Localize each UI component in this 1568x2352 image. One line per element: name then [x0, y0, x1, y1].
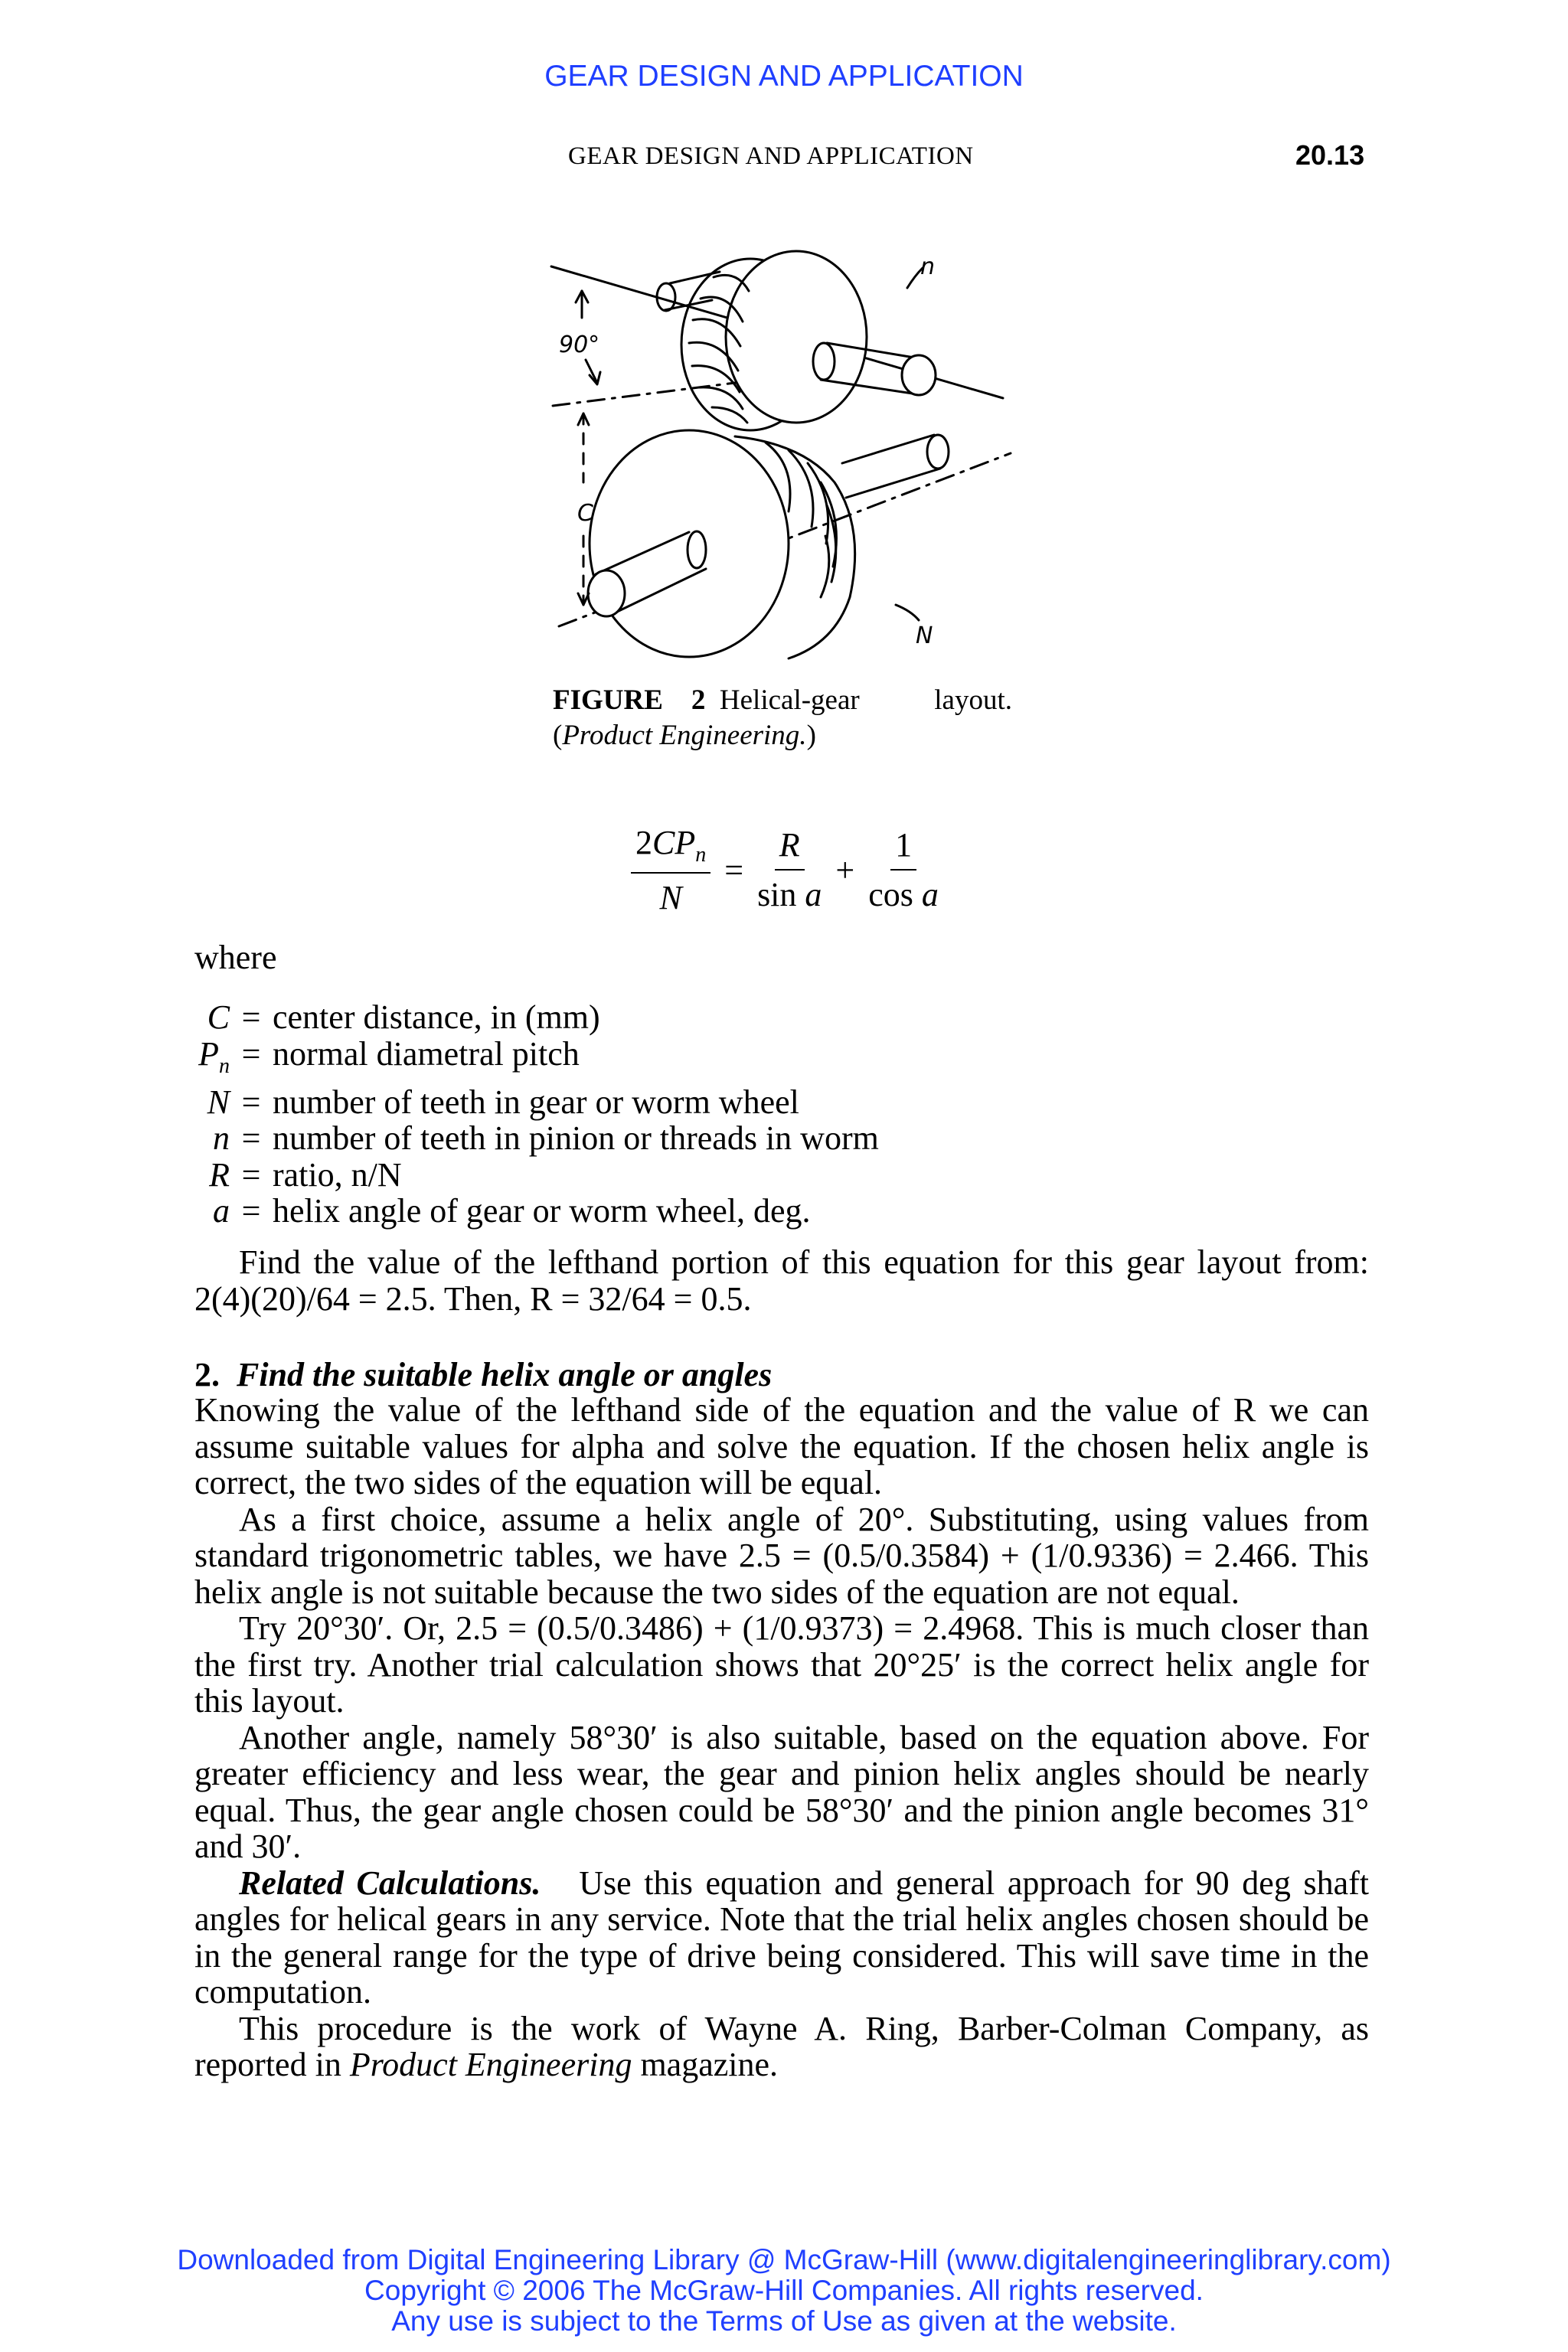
center-label: C: [577, 500, 593, 527]
lower-gear: [588, 430, 949, 658]
caption-label: FIGURE: [553, 684, 663, 716]
angle-arrow-bottom: [586, 360, 597, 383]
definition-text: number of teeth in pinion or threads in worm: [273, 1119, 879, 1158]
angle-label: 90°: [559, 332, 600, 358]
definition-equals: =: [241, 1155, 261, 1194]
definition-subscript: n: [219, 1054, 230, 1078]
step-number: 2.: [194, 1356, 220, 1393]
term1-var: a: [805, 876, 822, 914]
term2-fn: cos: [868, 876, 913, 914]
equals-sign: =: [724, 851, 744, 889]
caption-word-2: layout.: [934, 684, 1012, 716]
definition-text: number of teeth in gear or worm wheel: [273, 1083, 799, 1121]
lhs-coef: 2: [635, 824, 652, 861]
definition-symbol: P: [198, 1034, 219, 1073]
term1-fn: sin: [757, 876, 797, 914]
paragraph-text: As a first choice, assume a helix angle of 20°. Substituting, using values from standard trigonometric tables, we have 2.5 = (0.5/0.3584) + (1/0.9336) = 2.466. This helix angle is not suitable because the two sides of the equation are not equal.: [194, 1500, 1369, 1611]
definition-symbol: N: [207, 1083, 230, 1121]
definition-row: [191, 1084, 879, 1121]
lhs-sub: n: [695, 842, 707, 867]
caption-source: Product Engineering.: [562, 720, 807, 751]
paragraph-text: Knowing the value of the lefthand side of the equation and the value of R we can assume suitable values for alpha and solve the equation. If the chosen helix angle is correct, the two sides of the equation will be equal.: [194, 1391, 1369, 1501]
term1-fraction: [757, 825, 822, 914]
definition-equals: =: [241, 998, 261, 1036]
definition-symbol: n: [213, 1119, 230, 1158]
term1-numerator: R: [775, 825, 805, 871]
definition-text: helix angle of gear or worm wheel, deg.: [273, 1192, 811, 1230]
where-label: where: [194, 939, 277, 976]
related-calculations-heading: Related Calculations.: [239, 1864, 541, 1902]
definition-text: center distance, in (mm): [273, 998, 600, 1036]
definition-row: [191, 999, 879, 1036]
body-text-section: [194, 1392, 1369, 2083]
definition-symbol: R: [209, 1155, 230, 1194]
definition-equals: =: [241, 1119, 261, 1158]
body-paragraph-1: [194, 1244, 1369, 1317]
lhs-cp: CP: [652, 824, 696, 861]
paragraph-text: This procedure is the work of Wayne A. Ring, Barber-Colman Company, as reported in: [194, 2009, 1369, 2083]
definition-row: [191, 1036, 879, 1084]
definition-symbol: C: [207, 998, 230, 1036]
definition-symbol: a: [213, 1192, 230, 1230]
definition-equals: =: [241, 1034, 261, 1073]
magazine-name: Product Engineering: [349, 2046, 632, 2083]
gear-label: N: [916, 622, 933, 649]
definition-row: [191, 1157, 879, 1194]
helical-gear-figure: [536, 230, 1026, 674]
definition-row: [191, 1120, 879, 1157]
helical-gear-drawing: [536, 230, 1026, 674]
attribution-paragraph: [194, 2011, 1369, 2083]
paragraph-text: magazine.: [640, 2046, 779, 2083]
caption-paren-open: (: [553, 720, 563, 751]
footer-download-link[interactable]: Downloaded from Digital Engineering Library @ McGraw-Hill (www.digitalengineeringlibrary.com): [177, 2244, 1391, 2275]
step-title: Find the suitable helix angle or angles: [237, 1356, 773, 1393]
variable-definitions: [191, 999, 879, 1230]
definition-equals: =: [241, 1083, 261, 1121]
caption-number: 2: [691, 684, 706, 716]
helix-equation: [620, 823, 949, 917]
pinion-label: n: [920, 253, 936, 280]
lhs-denominator: N: [659, 878, 682, 916]
caption-word-1: Helical-gear: [719, 684, 860, 716]
definition-equals: =: [241, 1192, 261, 1230]
paragraph-text: Find the value of the lefthand portion of this equation for this gear layout from: 2(4)(20)/64 = 2.5. Then, R = 32/64 = 0.5.: [194, 1243, 1369, 1318]
upper-pinion-gear: [657, 251, 936, 430]
paragraph-text: Another angle, namely 58°30′ is also suitable, based on the equation above. For greater efficiency and less wear, the gear and pinion helix angles should be nearly equal. Thus, the gear angle chosen could be 58°30′ and the pinion angle becomes 31° and 30′.: [194, 1718, 1369, 1865]
paragraph-text: Try 20°30′. Or, 2.5 = (0.5/0.3486) + (1/0.9373) = 2.4968. This is much closer than the first try. Another trial calculation shows that 20°25′ is the correct helix angle for this layout.: [194, 1609, 1369, 1720]
step-heading: [194, 1355, 772, 1394]
footer-terms: Any use is subject to the Terms of Use as given at the website.: [391, 2305, 1177, 2337]
figure-caption: [553, 683, 1012, 753]
term2-numerator: 1: [890, 825, 916, 871]
caption-paren-close: ): [806, 720, 816, 751]
paragraph-text: Use this equation and general approach for 90 deg shaft angles for helical gears in any service. Note that the trial helix angles chosen should be in the general range for the type of drive being considered. This will save time in the computation.: [194, 1864, 1369, 2011]
definition-text: normal diametral pitch: [273, 1034, 580, 1073]
page-number: 20.13: [1295, 139, 1365, 171]
running-head: GEAR DESIGN AND APPLICATION: [568, 142, 974, 170]
related-calculations-paragraph: [194, 1865, 1369, 2011]
term2-var: a: [921, 876, 939, 914]
lhs-fraction: [631, 823, 710, 917]
plus-sign: +: [835, 851, 855, 889]
top-link[interactable]: GEAR DESIGN AND APPLICATION: [544, 60, 1024, 93]
gear-leader: [896, 605, 919, 620]
definition-row: [191, 1193, 879, 1230]
footer-notice: [0, 2245, 1568, 2337]
definition-text: ratio, n/N: [273, 1155, 402, 1194]
footer-copyright: Copyright © 2006 The McGraw-Hill Companies. All rights reserved.: [364, 2275, 1204, 2306]
term2-fraction: [868, 825, 939, 914]
